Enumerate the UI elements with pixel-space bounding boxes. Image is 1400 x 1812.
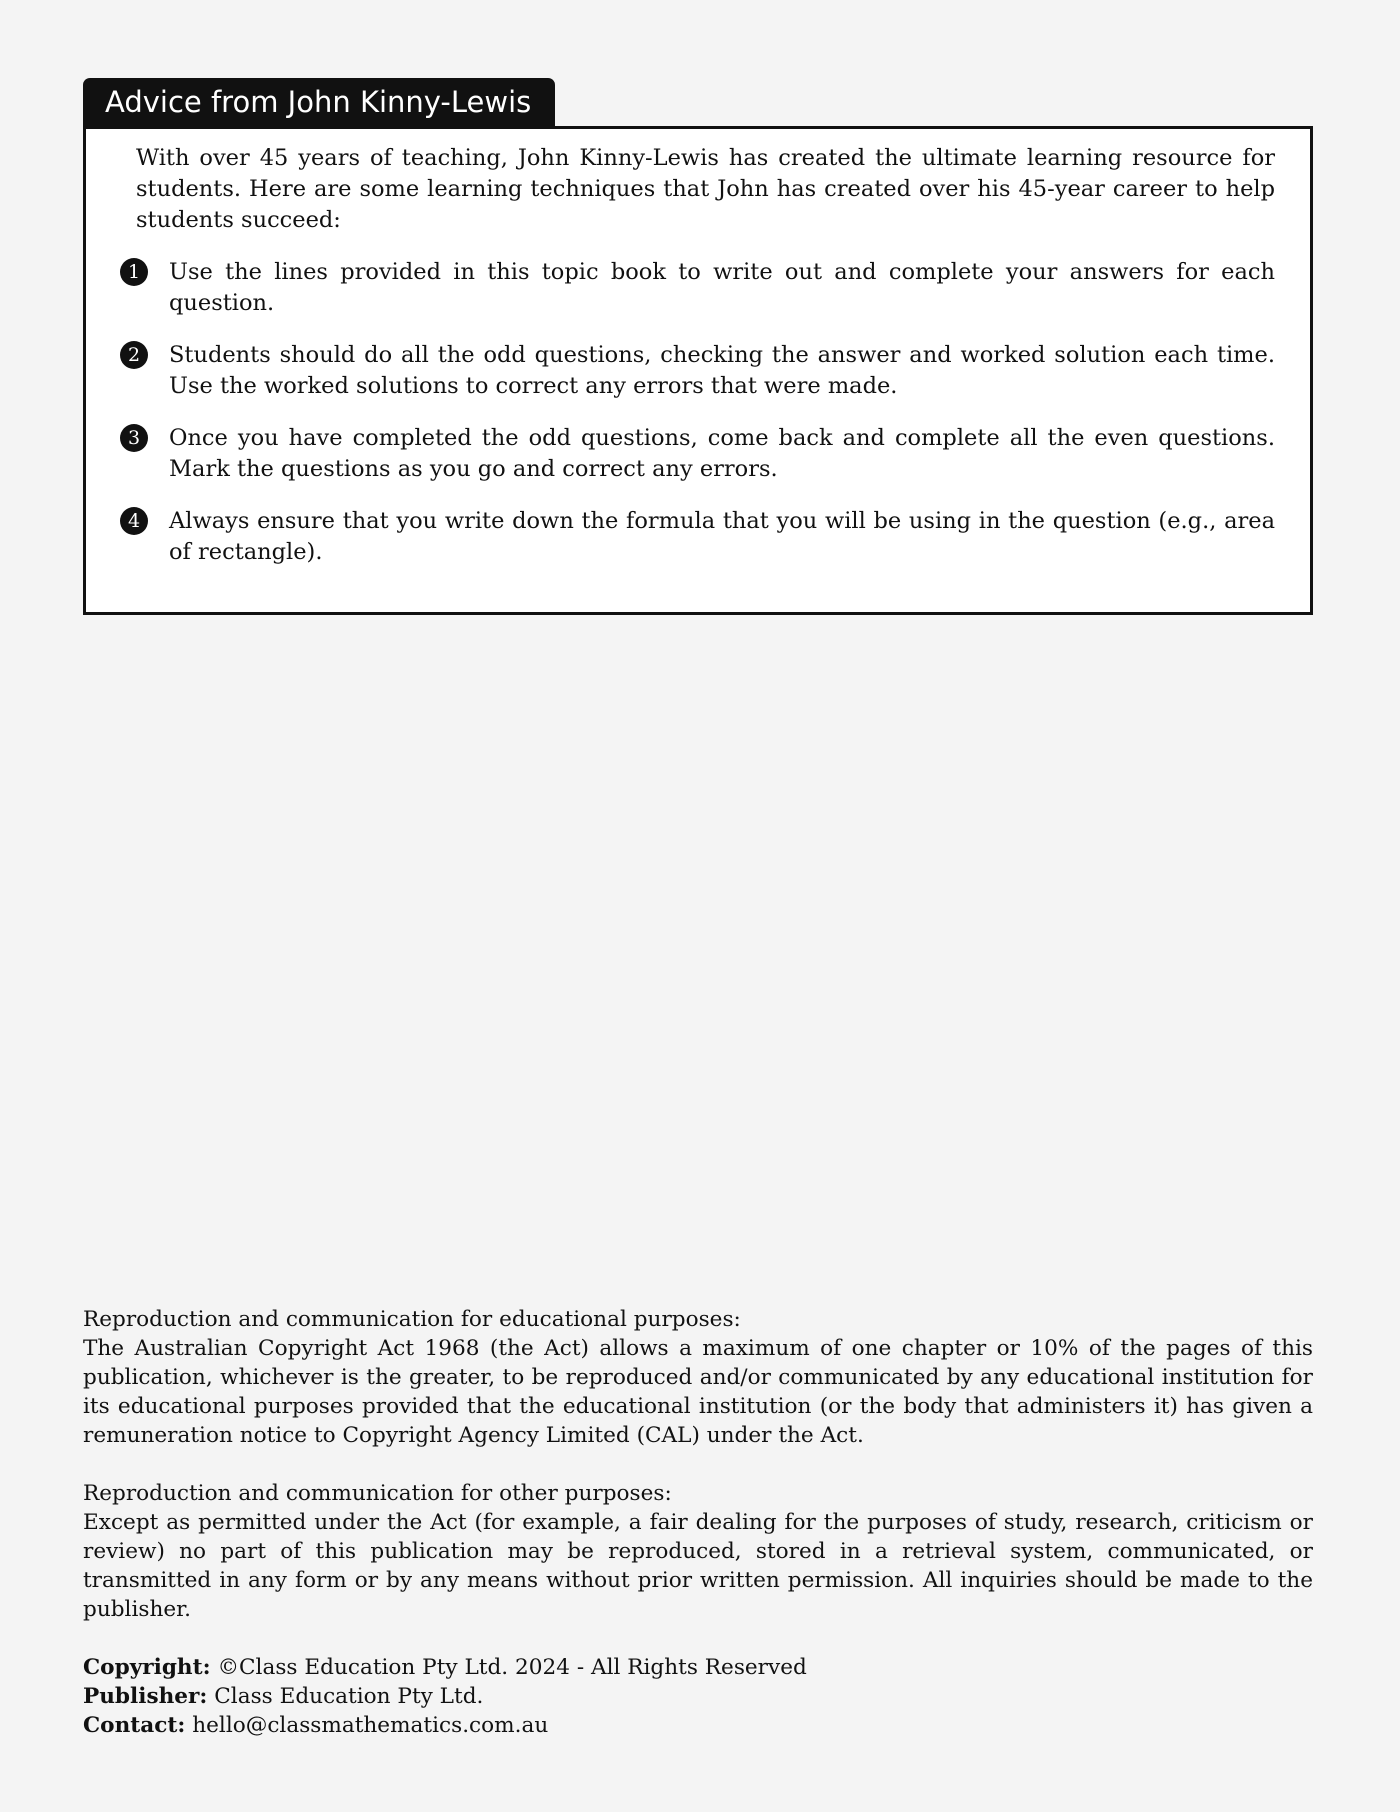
step-number-badge: 1: [120, 258, 148, 286]
advice-title: Advice from John Kinny-Lewis: [83, 78, 555, 126]
educational-purposes-section: [83, 1305, 1313, 1450]
educational-purposes-text: The Australian Copyright Act 1968 (the Act) allows a maximum of one chapter or 10% of the pages of this publication, whichever is the greater, to be reproduced and/or communicated by any educational institution for its educational purposes provided that the educational institution (or the body that administers it) has given a remuneration notice to Copyright Agency Limited (CAL) under the Act.: [83, 1336, 1313, 1448]
advice-intro: With over 45 years of teaching, John Kinny-Lewis has created the ultimate learning resource for students. Here are some learning techniques that John has created over his 45-year career to help students succeed:: [136, 145, 1275, 233]
other-purposes-heading: Reproduction and communication for other purposes:: [83, 1481, 672, 1506]
step-number-badge: 2: [120, 341, 148, 369]
step-number-badge: 3: [120, 424, 148, 452]
other-purposes-section: [83, 1479, 1313, 1624]
advice-step-1: [120, 257, 1275, 319]
contact-email: hello@classmathematics.com.au: [192, 1713, 549, 1738]
step-text: Once you have completed the odd questions, come back and complete all the even questions. Mark the questions as you go and correct any errors.: [169, 425, 1275, 482]
copyright-line: [83, 1653, 1313, 1682]
advice-step-2: [120, 340, 1275, 402]
copyright-value: ©Class Education Pty Ltd. 2024 - All Rights Reserved: [217, 1655, 807, 1680]
advice-box: [83, 126, 1313, 615]
other-purposes-text: Except as permitted under the Act (for example, a fair dealing for the purposes of study, research, criticism or review) no part of this publication may be reproduced, stored in a retrieval system, communicated, or transmitted in any form or by any means without prior written permission. All inquiries should be made to the publisher.: [83, 1510, 1313, 1622]
step-text: Use the lines provided in this topic book to write out and complete your answers for each question.: [169, 259, 1275, 316]
legal-notice: [83, 1305, 1313, 1740]
step-number-badge: 4: [120, 507, 148, 535]
copyright-label: Copyright:: [83, 1655, 211, 1680]
credits: [83, 1653, 1313, 1740]
step-text: Always ensure that you write down the formula that you will be using in the question (e.g., area of rectangle).: [169, 508, 1275, 565]
publisher-value: Class Education Pty Ltd.: [214, 1684, 484, 1709]
advice-step-4: [120, 506, 1275, 568]
step-text: Students should do all the odd questions, checking the answer and worked solution each time. Use the worked solutions to correct any errors that were made.: [169, 342, 1275, 399]
publisher-label: Publisher:: [83, 1684, 208, 1709]
contact-label: Contact:: [83, 1713, 186, 1738]
educational-purposes-heading: Reproduction and communication for educational purposes:: [83, 1307, 741, 1332]
advice-step-3: [120, 423, 1275, 485]
contact-line: [83, 1711, 1313, 1740]
publisher-line: [83, 1682, 1313, 1711]
